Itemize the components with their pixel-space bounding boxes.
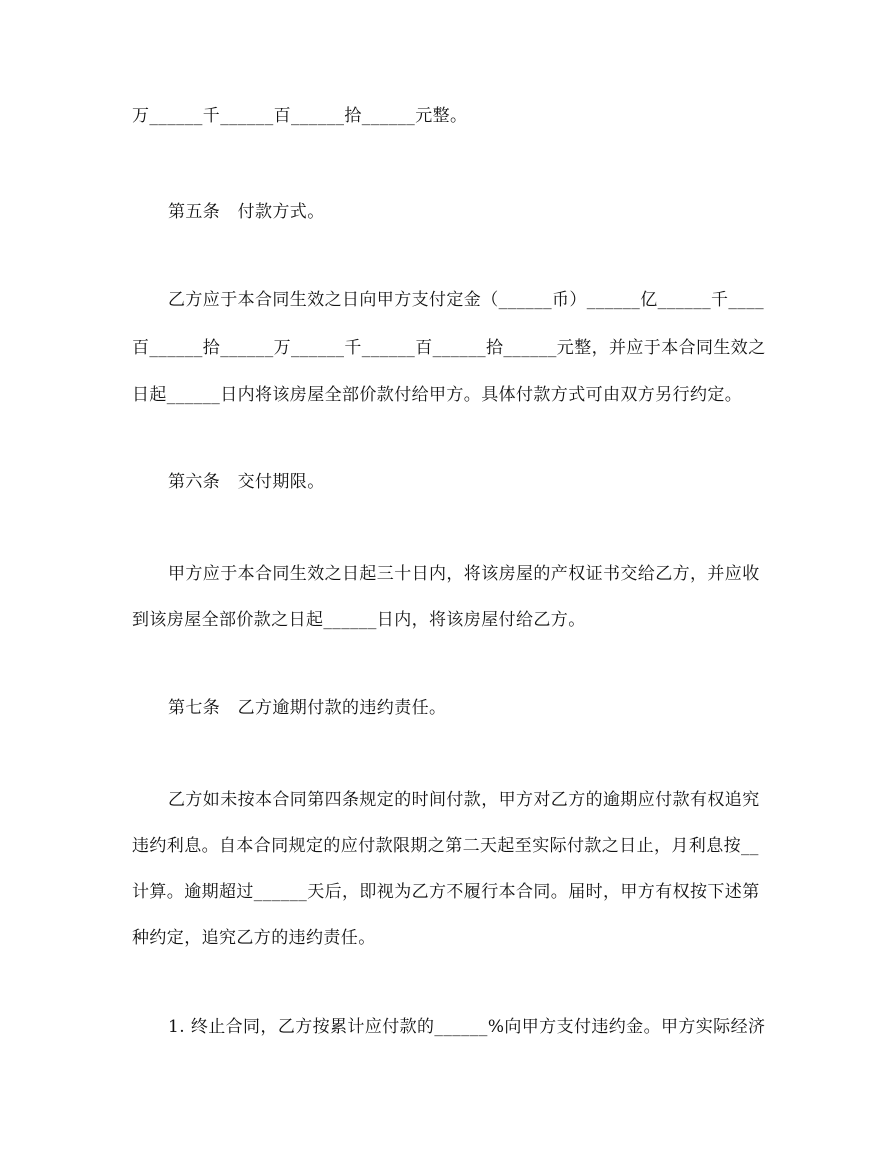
article-7-paragraph-line-2: 违约利息。自本合同规定的应付款限期之第二天起至实际付款之日止，月利息按__ [132,836,759,856]
article-7-heading: 第七条 乙方逾期付款的违约责任。 [168,698,447,718]
article-6-paragraph-line-2: 到该房屋全部价款之日起______日内，将该房屋付给乙方。 [132,610,586,630]
article-5-paragraph-line-1: 乙方应于本合同生效之日向甲方支付定金（______币）______亿______千____ [168,290,764,310]
amount-continuation-line: 万______千______百______拾______元整。 [132,106,468,126]
article-6-paragraph-line-1: 甲方应于本合同生效之日起三十日内，将该房屋的产权证书交给乙方，并应收 [168,564,760,584]
clause-1-line-1: 1. 终止合同，乙方按累计应付款的______%向甲方支付违约金。甲方实际经济 [168,1017,766,1037]
article-5-paragraph-line-3: 日起______日内将该房屋全部价款付给甲方。具体付款方式可由双方另行约定。 [132,385,743,405]
article-5-paragraph-line-2: 百______拾______万______千______百______拾______元整，并应于本合同生效之 [132,338,766,358]
article-5-heading: 第五条 付款方式。 [168,202,325,222]
article-7-paragraph-line-4: 种约定，追究乙方的违约责任。 [132,928,376,948]
article-7-paragraph-line-1: 乙方如未按本合同第四条规定的时间付款，甲方对乙方的逾期应付款有权追究 [168,790,760,810]
article-6-heading: 第六条 交付期限。 [168,472,325,492]
article-7-paragraph-line-3: 计算。逾期超过______天后，即视为乙方不履行本合同。届时，甲方有权按下述第 [132,882,760,902]
